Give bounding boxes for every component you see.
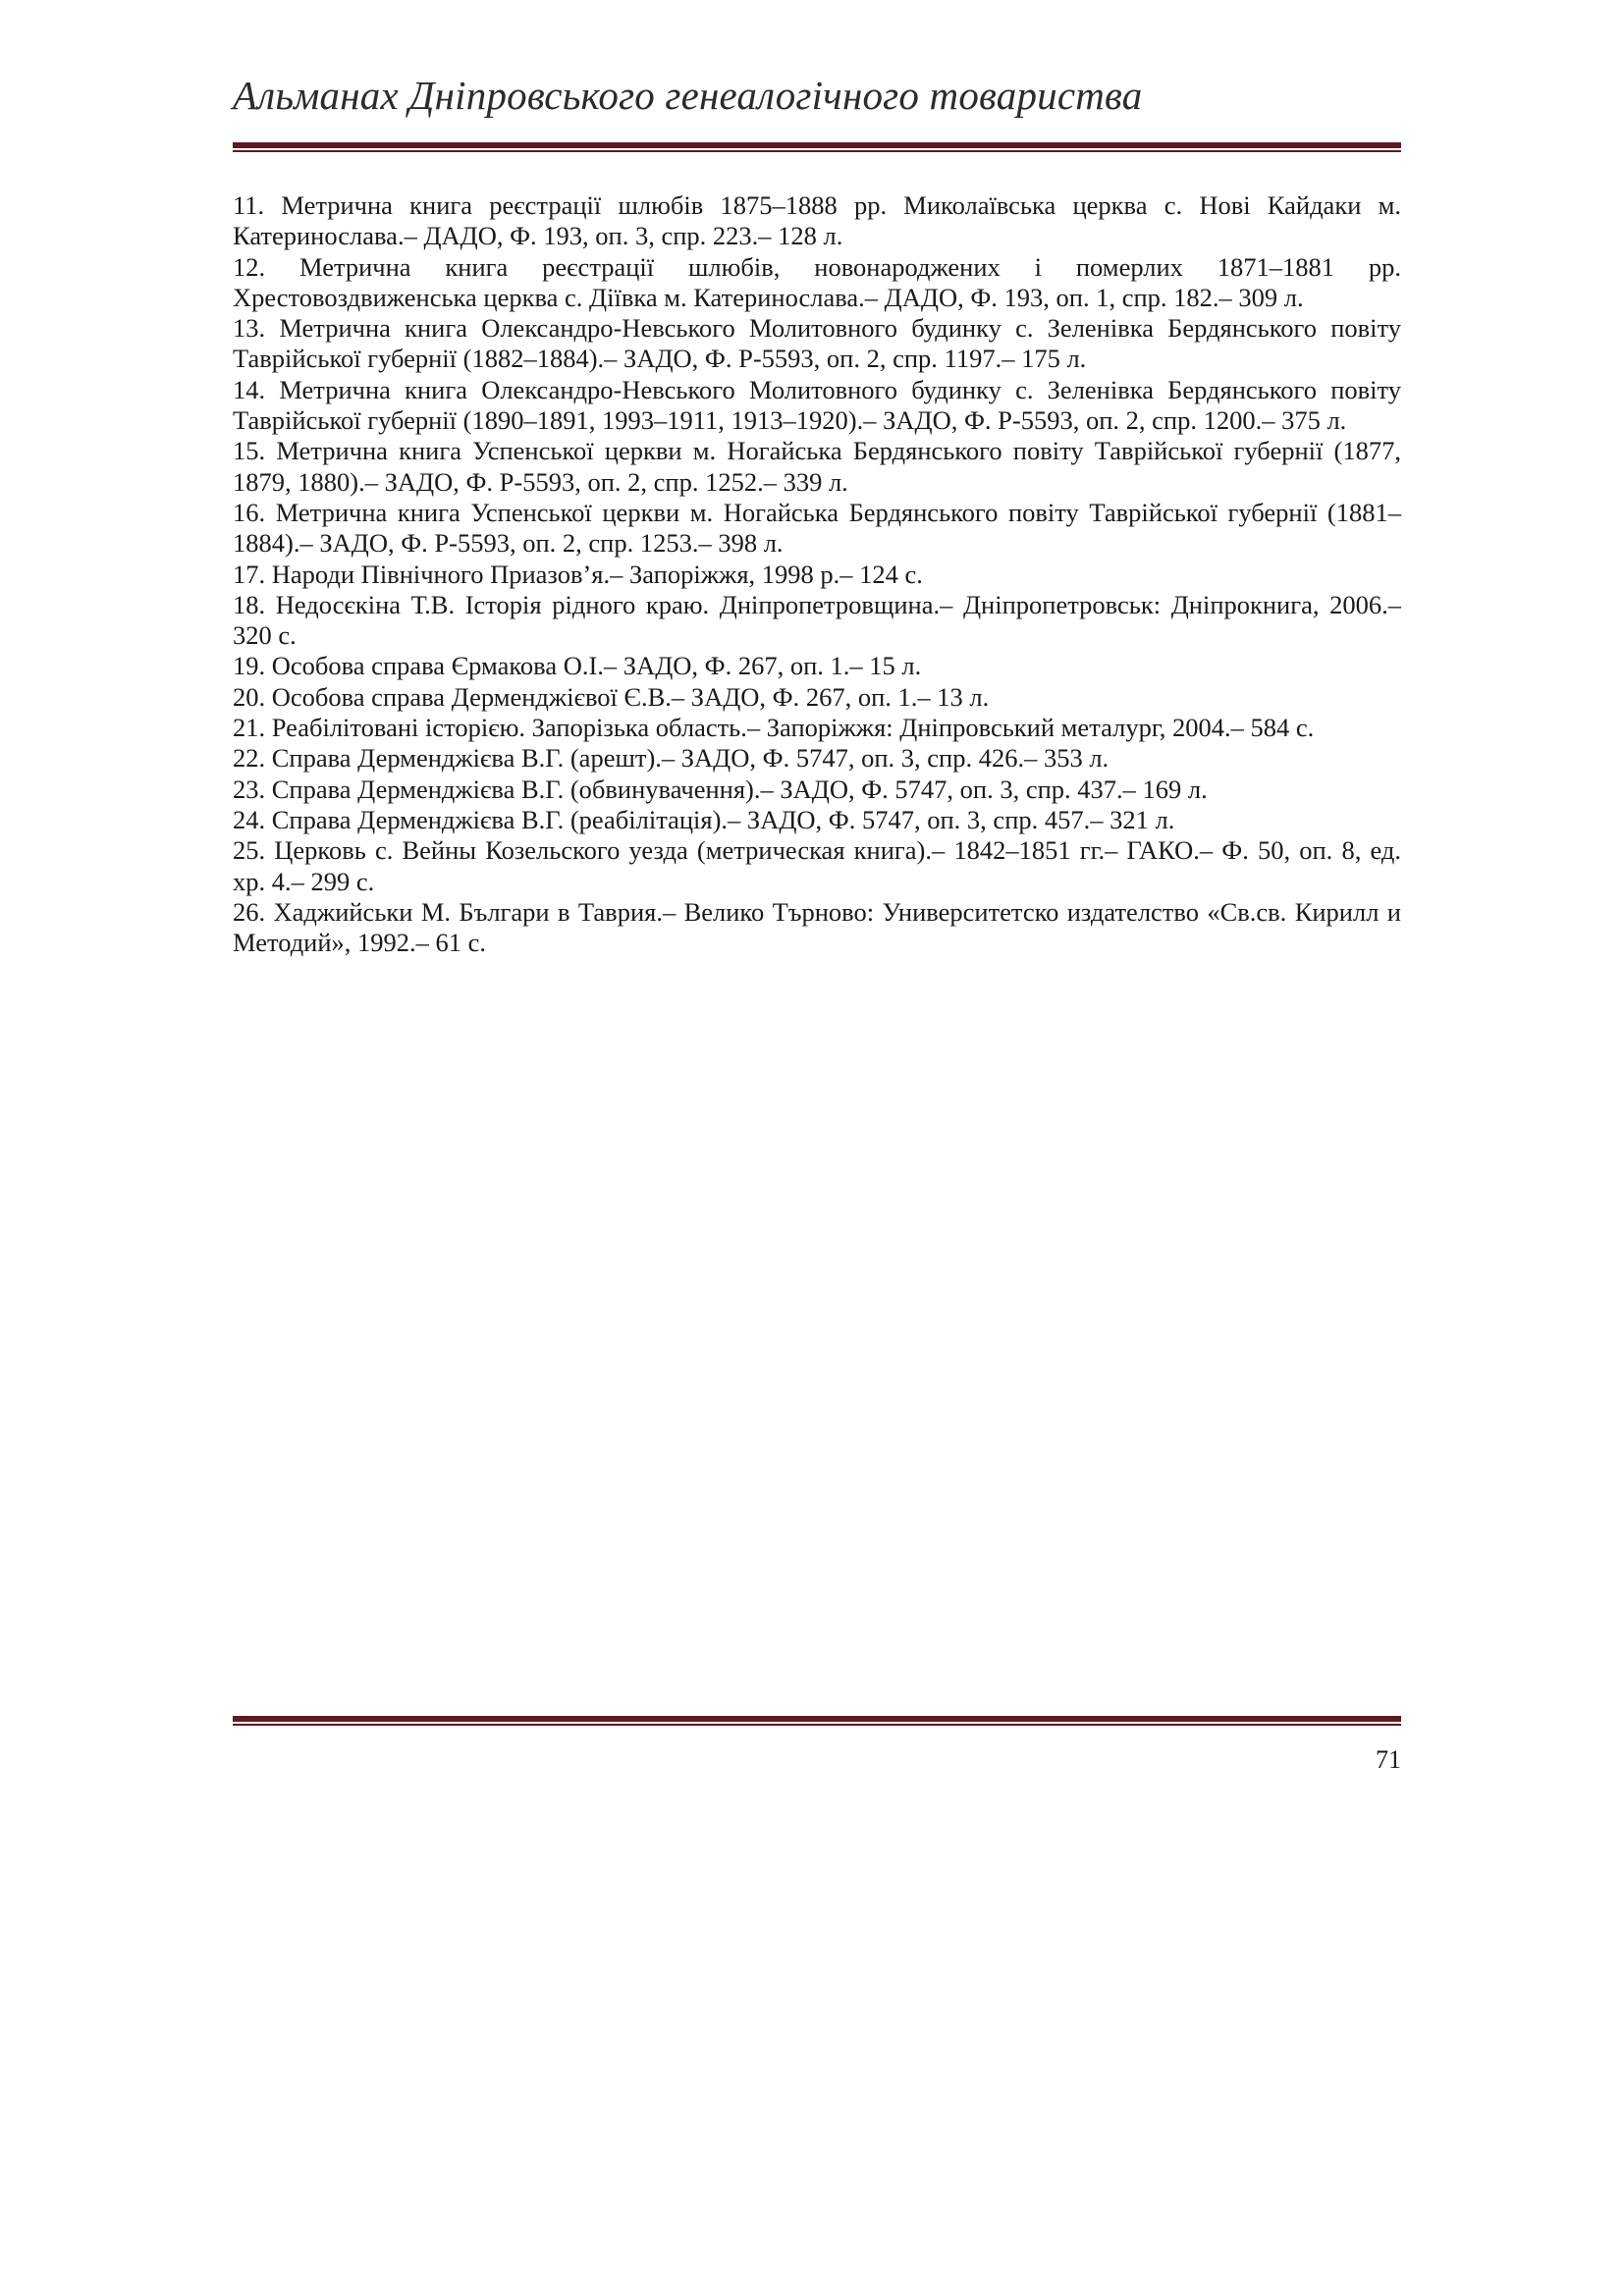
reference-item-21: 21. Реабілітовані історією. Запорізька область.– Запоріжжя: Дніпровський металург, 2004.– 584 с. [233, 713, 1315, 743]
page-header [233, 71, 1401, 120]
reference-item-15: 15. Метрична книга Успенської церкви м. Ногайська Бердянського повіту Таврійської губернії (1877, 1879, 1880).– ЗАДО, Ф. Р-5593, оп. 2, спр. 1252.– 339 л. [233, 436, 1401, 497]
reference-item-26: 26. Хаджийськи М. Българи в Таврия.– Велико Търново: Университетско издателство «Св.св. Кирилл и Методий», 1992.– 61 с. [233, 896, 1401, 958]
reference-item-11: 11. Метрична книга реєстрації шлюбів 1875–1888 рр. Миколаївська церква с. Нові Кайдаки м. Катеринослава.– ДАДО, Ф. 193, оп. 3, спр. 223.– 128 л. [233, 190, 1401, 251]
reference-item-20: 20. Особова справа Дерменджієвої Є.В.– ЗАДО, Ф. 267, оп. 1.– 13 л. [233, 681, 990, 712]
reference-item-14: 14. Метрична книга Олександро-Невського Молитовного будинку с. Зеленівка Бердянського повіту Таврійської губернії (1890–1891, 1993–1911, 1913–1920).– ЗАДО, Ф. Р-5593, оп. 2, спр. 1200.– 375 л. [233, 374, 1401, 436]
footer-rule [233, 1716, 1401, 1726]
reference-item-18: 18. Недосєкіна Т.В. Історія рідного краю. Дніпропетровщина.– Дніпропетровськ: Дніпрокнига, 2006.– 320 с. [233, 589, 1401, 651]
reference-item-24: 24. Справа Дерменджієва В.Г. (реабілітація).– ЗАДО, Ф. 5747, оп. 3, спр. 457.– 321 л. [233, 804, 1175, 834]
reference-list [233, 190, 1401, 958]
reference-item-16: 16. Метрична книга Успенської церкви м. Ногайська Бердянського повіту Таврійської губернії (1881–1884).– ЗАДО, Ф. Р-5593, оп. 2, спр. 1253.– 398 л. [233, 497, 1401, 559]
reference-item-25: 25. Церковь с. Вейны Козельского уезда (метрическая книга).– 1842–1851 гг.– ГАКО.– Ф. 50, оп. 8, ед. хр. 4.– 299 с. [233, 835, 1401, 896]
page-number: 71 [1376, 1745, 1401, 1774]
reference-item-22: 22. Справа Дерменджієва В.Г. (арешт).– ЗАДО, Ф. 5747, оп. 3, спр. 426.– 353 л. [233, 743, 1110, 774]
reference-item-19: 19. Особова справа Єрмакова О.І.– ЗАДО, Ф. 267, оп. 1.– 15 л. [233, 651, 922, 681]
reference-item-12: 12. Метрична книга реєстрації шлюбів, новонароджених і померлих 1871–1881 рр. Хрестовоздвиженська церква с. Діївка м. Катеринослава.– ДАДО, Ф. 193, оп. 1, спр. 182.– 309 л. [233, 251, 1401, 312]
reference-item-23: 23. Справа Дерменджієва В.Г. (обвинувачення).– ЗАДО, Ф. 5747, оп. 3, спр. 437.– 169 л. [233, 774, 1208, 804]
header-rule [233, 142, 1401, 152]
running-header-title: Альманах Дніпровського генеалогічного товариства [233, 73, 1143, 118]
reference-item-13: 13. Метрична книга Олександро-Невського Молитовного будинку с. Зеленівка Бердянського повіту Таврійської губернії (1882–1884).– ЗАДО, Ф. Р-5593, оп. 2, спр. 1197.– 175 л. [233, 313, 1401, 374]
reference-item-17: 17. Народи Північного Приазов’я.– Запоріжжя, 1998 р.– 124 с. [233, 559, 923, 589]
